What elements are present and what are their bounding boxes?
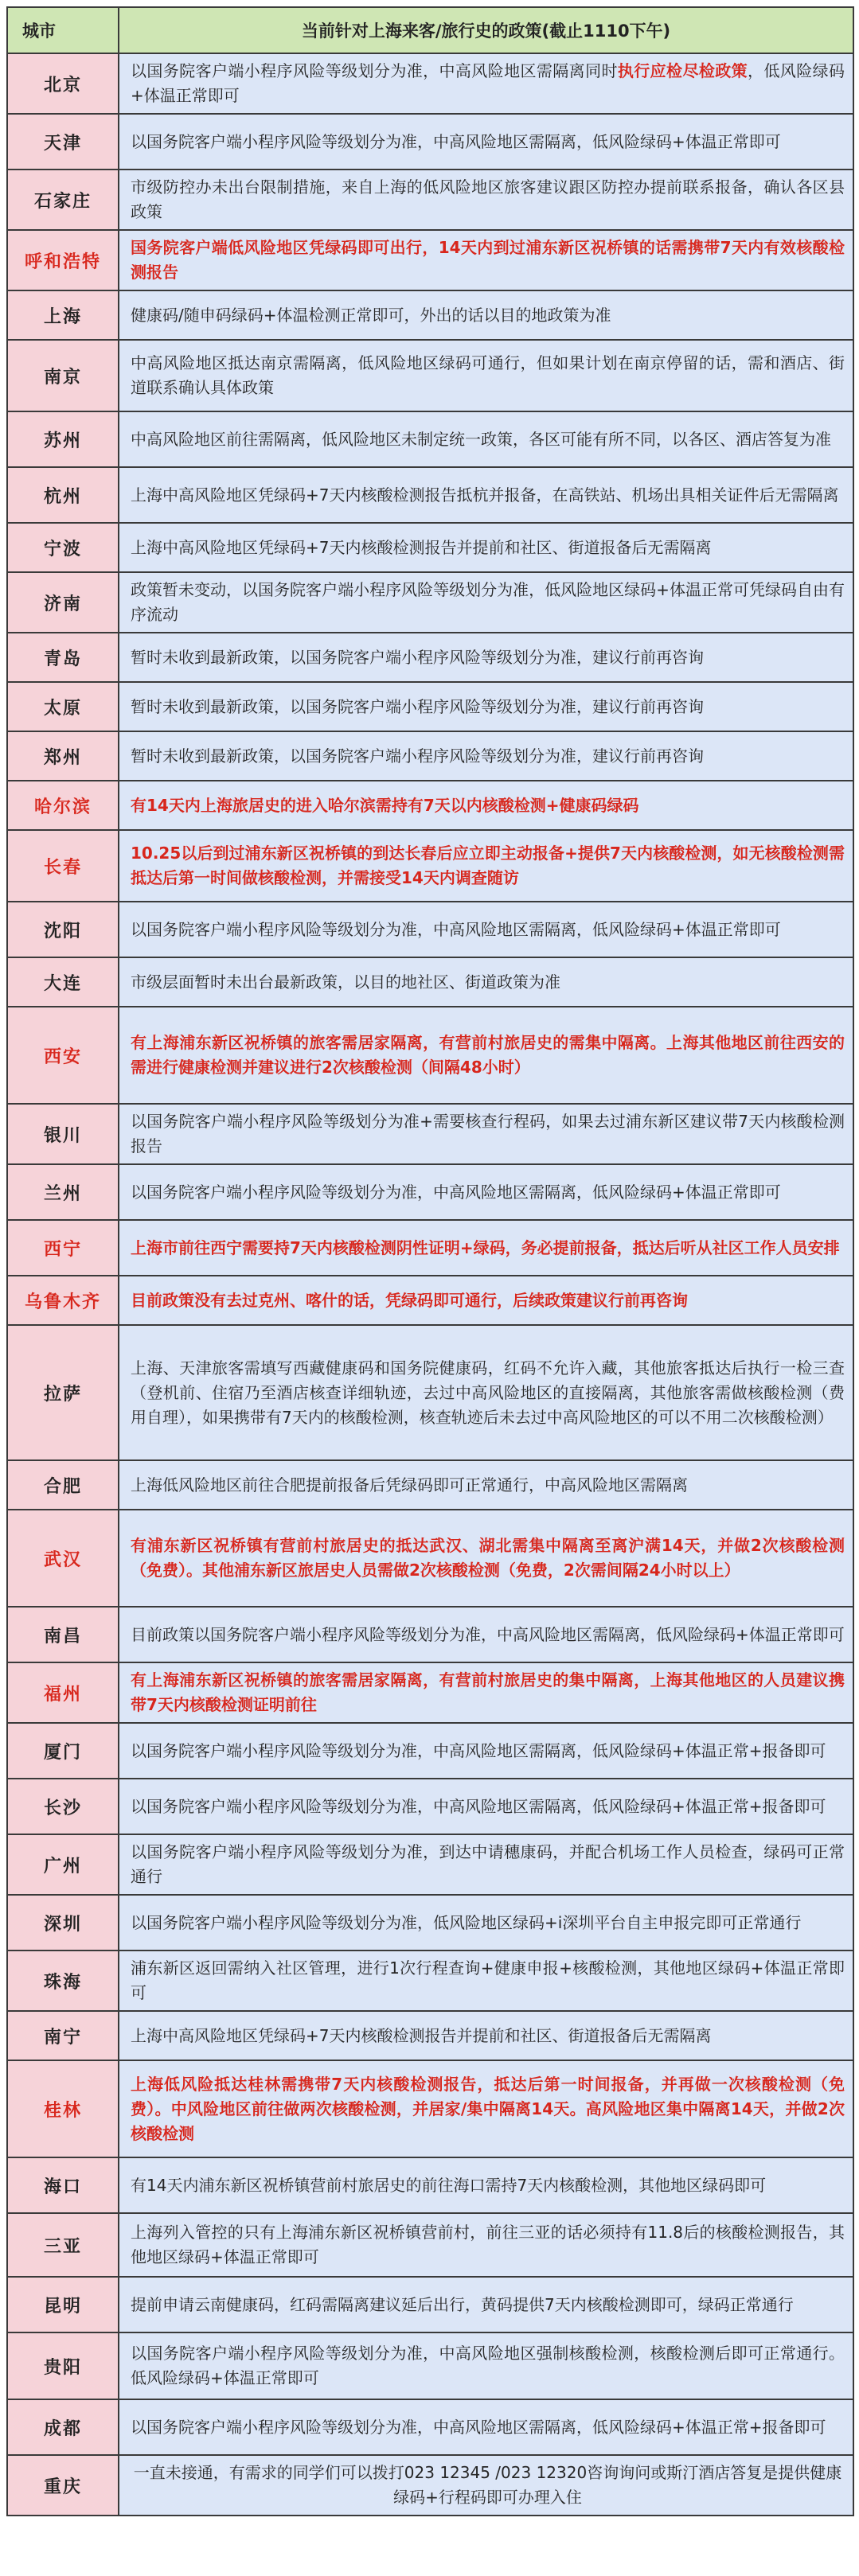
policy-cell: 健康码/随申码绿码+体温检测正常即可，外出的话以目的地政策为准 bbox=[119, 290, 853, 340]
city-cell: 济南 bbox=[7, 572, 119, 633]
table-row bbox=[7, 523, 853, 572]
city-cell: 武汉 bbox=[7, 1510, 119, 1607]
city-cell: 兰州 bbox=[7, 1164, 119, 1220]
policy-cell: 以国务院客户端小程序风险等级划分为准+需要核查行程码，如果去过浦东新区建议带7天内核酸检测报告 bbox=[119, 1104, 853, 1164]
city-cell: 沈阳 bbox=[7, 902, 119, 957]
policy-cell: 目前政策以国务院客户端小程序风险等级划分为准，中高风险地区需隔离，低风险绿码+体温正常即可 bbox=[119, 1607, 853, 1662]
table-row bbox=[7, 230, 853, 290]
table-row bbox=[7, 1510, 853, 1607]
city-cell: 福州 bbox=[7, 1662, 119, 1723]
table-row bbox=[7, 411, 853, 467]
table-row bbox=[7, 2455, 853, 2516]
policy-cell: 以国务院客户端小程序风险等级划分为准，中高风险地区需隔离，低风险绿码+体温正常+报备即可 bbox=[119, 2399, 853, 2455]
city-cell: 合肥 bbox=[7, 1460, 119, 1510]
policy-cell: 上海中高风险地区凭绿码+7天内核酸检测报告抵杭并报备，在高铁站、机场出具相关证件后无需隔离 bbox=[119, 467, 853, 523]
city-cell: 银川 bbox=[7, 1104, 119, 1164]
policy-cell: 以国务院客户端小程序风险等级划分为准，中高风险地区需隔离，低风险绿码+体温正常即可 bbox=[119, 114, 853, 170]
table-row bbox=[7, 1662, 853, 1723]
city-cell: 天津 bbox=[7, 114, 119, 170]
table-row bbox=[7, 1276, 853, 1325]
policy-cell: 以国务院客户端小程序风险等级划分为准，低风险地区绿码+i深圳平台自主申报完即可正常通行 bbox=[119, 1895, 853, 1951]
table-row bbox=[7, 957, 853, 1007]
policy-cell: 中高风险地区抵达南京需隔离，低风险地区绿码可通行，但如果计划在南京停留的话，需和酒店、街道联系确认具体政策 bbox=[119, 340, 853, 411]
table-row bbox=[7, 731, 853, 781]
table-row bbox=[7, 830, 853, 902]
city-cell: 桂林 bbox=[7, 2060, 119, 2157]
policy-cell: 政策暂未变动，以国务院客户端小程序风险等级划分为准，低风险地区绿码+体温正常可凭绿码自由有序流动 bbox=[119, 572, 853, 633]
table-row bbox=[7, 1607, 853, 1662]
header-policy: 当前针对上海来客/旅行史的政策(截止1110下午) bbox=[119, 7, 853, 53]
city-cell: 哈尔滨 bbox=[7, 781, 119, 830]
city-cell: 西安 bbox=[7, 1007, 119, 1104]
table-row bbox=[7, 114, 853, 170]
table-row bbox=[7, 1834, 853, 1895]
city-cell: 昆明 bbox=[7, 2277, 119, 2332]
city-cell: 上海 bbox=[7, 290, 119, 340]
city-cell: 长春 bbox=[7, 830, 119, 902]
table-row bbox=[7, 572, 853, 633]
table-row bbox=[7, 1779, 853, 1834]
policy-cell: 以国务院客户端小程序风险等级划分为准，到达中请穗康码，并配合机场工作人员检查，绿码可正常通行 bbox=[119, 1834, 853, 1895]
policy-cell bbox=[119, 53, 853, 114]
city-cell: 深圳 bbox=[7, 1895, 119, 1951]
city-cell: 太原 bbox=[7, 682, 119, 731]
city-cell: 贵阳 bbox=[7, 2332, 119, 2399]
city-cell: 青岛 bbox=[7, 633, 119, 682]
table-row bbox=[7, 1220, 853, 1276]
city-cell: 北京 bbox=[7, 53, 119, 114]
policy-cell: 中高风险地区前往需隔离，低风险地区未制定统一政策，各区可能有所不同，以各区、酒店答复为准 bbox=[119, 411, 853, 467]
policy-cell: 有上海浦东新区祝桥镇的旅客需居家隔离，有营前村旅居史的集中隔离，上海其他地区的人员建议携带7天内核酸检测证明前往 bbox=[119, 1662, 853, 1723]
table-row bbox=[7, 1895, 853, 1951]
policy-cell: 目前政策没有去过克州、喀什的话，凭绿码即可通行，后续政策建议行前再咨询 bbox=[119, 1276, 853, 1325]
policy-cell: 暂时未收到最新政策，以国务院客户端小程序风险等级划分为准，建议行前再咨询 bbox=[119, 682, 853, 731]
city-cell: 南宁 bbox=[7, 2011, 119, 2060]
table-row bbox=[7, 467, 853, 523]
city-cell: 大连 bbox=[7, 957, 119, 1007]
table-row bbox=[7, 1951, 853, 2011]
table-row bbox=[7, 2011, 853, 2060]
city-cell: 厦门 bbox=[7, 1723, 119, 1779]
policy-cell: 以国务院客户端小程序风险等级划分为准，中高风险地区强制核酸检测，核酸检测后即可正常通行。低风险绿码+体温正常即可 bbox=[119, 2332, 853, 2399]
policy-cell: 10.25以后到过浦东新区祝桥镇的到达长春后应立即主动报备+提供7天内核酸检测，如无核酸检测需抵达后第一时间做核酸检测，并需接受14天内调查随访 bbox=[119, 830, 853, 902]
policy-table bbox=[6, 6, 854, 2516]
city-cell: 三亚 bbox=[7, 2213, 119, 2277]
header-row bbox=[7, 7, 853, 53]
policy-cell: 上海低风险抵达桂林需携带7天内核酸检测报告，抵达后第一时间报备，并再做一次核酸检测（免费）。中风险地区前往做两次核酸检测，并居家/集中隔离14天。高风险地区集中隔离14天，并做2次核酸检测 bbox=[119, 2060, 853, 2157]
city-cell: 郑州 bbox=[7, 731, 119, 781]
city-cell: 南京 bbox=[7, 340, 119, 411]
city-cell: 南昌 bbox=[7, 1607, 119, 1662]
city-cell: 杭州 bbox=[7, 467, 119, 523]
policy-text: 以国务院客户端小程序风险等级划分为准，中高风险地区需隔离同时 bbox=[131, 61, 618, 80]
table-row bbox=[7, 1007, 853, 1104]
table-row bbox=[7, 1104, 853, 1164]
header-city: 城市 bbox=[7, 7, 119, 53]
policy-cell: 以国务院客户端小程序风险等级划分为准，中高风险地区需隔离，低风险绿码+体温正常+报备即可 bbox=[119, 1723, 853, 1779]
policy-cell: 提前申请云南健康码，红码需隔离建议延后出行，黄码提供7天内核酸检测即可，绿码正常通行 bbox=[119, 2277, 853, 2332]
city-cell: 重庆 bbox=[7, 2455, 119, 2516]
city-cell: 海口 bbox=[7, 2157, 119, 2213]
city-cell: 长沙 bbox=[7, 1779, 119, 1834]
policy-cell: 有浦东新区祝桥镇有营前村旅居史的抵达武汉、湖北需集中隔离至离沪满14天，并做2次核酸检测（免费）。其他浦东新区旅居史人员需做2次核酸检测（免费，2次需间隔24小时以上） bbox=[119, 1510, 853, 1607]
city-cell: 乌鲁木齐 bbox=[7, 1276, 119, 1325]
table-row bbox=[7, 2332, 853, 2399]
city-cell: 石家庄 bbox=[7, 170, 119, 230]
city-cell: 广州 bbox=[7, 1834, 119, 1895]
table-row bbox=[7, 2277, 853, 2332]
policy-cell: 浦东新区返回需纳入社区管理，进行1次行程查询+健康申报+核酸检测，其他地区绿码+体温正常即可 bbox=[119, 1951, 853, 2011]
table-row bbox=[7, 682, 853, 731]
policy-cell: 一直未接通，有需求的同学们可以拨打023 12345 /023 12320咨询询问或斯汀酒店答复是提供健康绿码+行程码即可办理入住 bbox=[119, 2455, 853, 2516]
policy-cell: 国务院客户端低风险地区凭绿码即可出行，14天内到过浦东新区祝桥镇的话需携带7天内有效核酸检测报告 bbox=[119, 230, 853, 290]
table-row bbox=[7, 53, 853, 114]
table-row bbox=[7, 290, 853, 340]
table-row bbox=[7, 340, 853, 411]
policy-highlight: 执行应检尽检政策 bbox=[617, 61, 748, 80]
table-row bbox=[7, 1460, 853, 1510]
policy-cell: 上海市前往西宁需要持7天内核酸检测阴性证明+绿码，务必提前报备，抵达后听从社区工作人员安排 bbox=[119, 1220, 853, 1276]
city-cell: 苏州 bbox=[7, 411, 119, 467]
policy-cell: 上海中高风险地区凭绿码+7天内核酸检测报告并提前和社区、街道报备后无需隔离 bbox=[119, 523, 853, 572]
city-cell: 成都 bbox=[7, 2399, 119, 2455]
table-row bbox=[7, 2399, 853, 2455]
policy-cell: 有14天内上海旅居史的进入哈尔滨需持有7天以内核酸检测+健康码绿码 bbox=[119, 781, 853, 830]
table-row bbox=[7, 170, 853, 230]
city-cell: 呼和浩特 bbox=[7, 230, 119, 290]
policy-cell: 上海、天津旅客需填写西藏健康码和国务院健康码，红码不允许入藏，其他旅客抵达后执行一检三查（登机前、住宿乃至酒店核查详细轨迹，去过中高风险地区的直接隔离，其他旅客需做核酸检测（费用自理），如果携带有7天内的核酸检测，核查轨迹后未去过中高风险地区的可以不用二次核酸检测） bbox=[119, 1325, 853, 1460]
table-row bbox=[7, 781, 853, 830]
policy-cell: 以国务院客户端小程序风险等级划分为准，中高风险地区需隔离，低风险绿码+体温正常即可 bbox=[119, 902, 853, 957]
policy-cell: 以国务院客户端小程序风险等级划分为准，中高风险地区需隔离，低风险绿码+体温正常即可 bbox=[119, 1164, 853, 1220]
policy-cell: 有上海浦东新区祝桥镇的旅客需居家隔离，有营前村旅居史的需集中隔离。上海其他地区前往西安的需进行健康检测并建议进行2次核酸检测（间隔48小时） bbox=[119, 1007, 853, 1104]
table-row bbox=[7, 2060, 853, 2157]
policy-cell: 暂时未收到最新政策，以国务院客户端小程序风险等级划分为准，建议行前再咨询 bbox=[119, 633, 853, 682]
policy-cell: 暂时未收到最新政策，以国务院客户端小程序风险等级划分为准，建议行前再咨询 bbox=[119, 731, 853, 781]
policy-cell: 上海列入管控的只有上海浦东新区祝桥镇营前村，前往三亚的话必须持有11.8后的核酸检测报告，其他地区绿码+体温正常即可 bbox=[119, 2213, 853, 2277]
table-row bbox=[7, 1723, 853, 1779]
city-cell: 珠海 bbox=[7, 1951, 119, 2011]
table-row bbox=[7, 1325, 853, 1460]
city-cell: 西宁 bbox=[7, 1220, 119, 1276]
city-cell: 宁波 bbox=[7, 523, 119, 572]
table-row bbox=[7, 2157, 853, 2213]
table-row bbox=[7, 633, 853, 682]
policy-cell: 上海中高风险地区凭绿码+7天内核酸检测报告并提前和社区、街道报备后无需隔离 bbox=[119, 2011, 853, 2060]
city-cell: 拉萨 bbox=[7, 1325, 119, 1460]
table-row bbox=[7, 902, 853, 957]
policy-cell: 上海低风险地区前往合肥提前报备后凭绿码即可正常通行，中高风险地区需隔离 bbox=[119, 1460, 853, 1510]
policy-cell: 以国务院客户端小程序风险等级划分为准，中高风险地区需隔离，低风险绿码+体温正常+报备即可 bbox=[119, 1779, 853, 1834]
policy-cell: 有14天内浦东新区祝桥镇营前村旅居史的前往海口需持7天内核酸检测，其他地区绿码即可 bbox=[119, 2157, 853, 2213]
table-row bbox=[7, 1164, 853, 1220]
policy-cell: 市级防控办未出台限制措施，来自上海的低风险地区旅客建议跟区防控办提前联系报备，确认各区县政策 bbox=[119, 170, 853, 230]
table-row bbox=[7, 2213, 853, 2277]
policy-text-after: ，低风险绿码+体温正常即可 bbox=[131, 61, 845, 105]
policy-cell: 市级层面暂时未出台最新政策，以目的地社区、街道政策为准 bbox=[119, 957, 853, 1007]
